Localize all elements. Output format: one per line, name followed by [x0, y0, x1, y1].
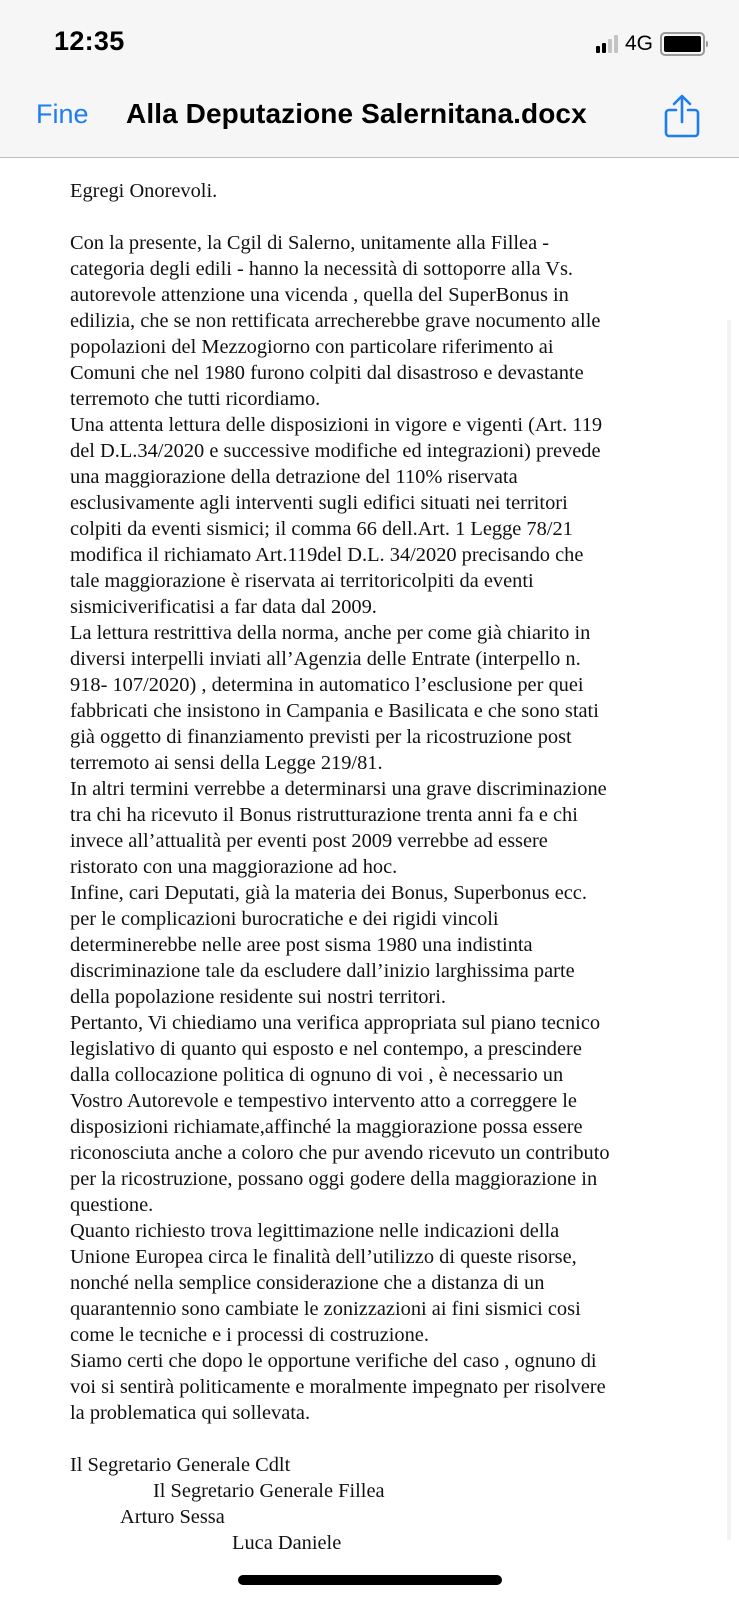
top-bar — [0, 0, 739, 158]
text-line: colpiti da eventi sismici; il comma 66 dell.Art. 1 Legge 78/21 — [70, 518, 573, 540]
text-line: In altri termini verrebbe a determinarsi una grave discriminazione — [70, 778, 607, 800]
text-line: discriminazione tale da escludere dall’inizio larghissima parte — [70, 960, 575, 982]
share-icon — [663, 94, 701, 138]
text-line: come le tecniche e i processi di costruzione. — [70, 1324, 429, 1346]
text-line: la problematica qui sollevata. — [70, 1402, 311, 1424]
cellular-signal-icon — [596, 35, 618, 53]
text-line: Con la presente, la Cgil di Salerno, unitamente alla Fillea - — [70, 232, 550, 254]
text-line: della popolazione residente sui nostri territori. — [70, 986, 446, 1008]
text-line: disposizioni richiamate,affinché la maggiorazione possa essere — [70, 1116, 583, 1138]
text-line: Infine, cari Deputati, già la materia dei Bonus, Superbonus ecc. — [70, 882, 587, 904]
text-line: esclusivamente agli interventi sugli edifici situati nei territori — [70, 492, 568, 514]
text-line: autorevole attenzione una vicenda , quella del SuperBonus in — [70, 284, 569, 306]
signature-title-cdlt: Il Segretario Generale Cdlt — [70, 1454, 291, 1476]
text-line: modifica il richiamato Art.119del D.L. 34/2020 precisando che — [70, 544, 584, 566]
signature-name-fillea: Luca Daniele — [232, 1532, 342, 1554]
text-line: quarantennio sono cambiate le zonizzazioni ai fini sismici cosi — [70, 1298, 581, 1320]
text-line: questione. — [70, 1194, 154, 1216]
text-line: Unione Europea circa le finalità dell’utilizzo di queste risorse, — [70, 1246, 577, 1268]
text-line: nonché nella semplice considerazione che a distanza di un — [70, 1272, 545, 1294]
signature-name-cdlt: Arturo Sessa — [120, 1506, 225, 1528]
text-line: Una attenta lettura delle disposizioni in vigore e vigenti (Art. 119 — [70, 414, 603, 436]
blank-line — [70, 204, 690, 230]
status-indicators — [596, 31, 708, 57]
text-line: dalla collocazione politica di ognuno di voi , è necessario un — [70, 1064, 564, 1086]
text-line: del D.L.34/2020 e successive modifiche ed integrazioni) prevede — [70, 440, 601, 462]
share-button[interactable] — [663, 94, 701, 138]
text-line: per le complicazioni burocratiche e dei rigidi vincoli — [70, 908, 499, 930]
text-line: per la ricostruzione, possano oggi godere della maggiorazione in — [70, 1168, 598, 1190]
document-title: Alla Deputazione Salernitana.docx — [126, 98, 587, 129]
text-line: determinerebbe nelle aree post sisma 1980 una indistinta — [70, 934, 533, 956]
text-line: terremoto ai sensi della Legge 219/81. — [70, 752, 383, 774]
text-line: fabbricati che insistono in Campania e Basilicata e che sono stati — [70, 700, 599, 722]
text-line: una maggiorazione della detrazione del 110% riservata — [70, 466, 518, 488]
text-line: tale maggiorazione è riservata ai territoricolpiti da eventi — [70, 570, 534, 592]
text-line: diversi interpelli inviati all’Agenzia delle Entrate (interpello n. — [70, 648, 581, 670]
text-line: voi si sentirà politicamente e moralmente impegnato per risolvere — [70, 1376, 606, 1398]
scrollbar[interactable] — [727, 320, 731, 1540]
text-line: La lettura restrittiva della norma, anche per come già chiarito in — [70, 622, 591, 644]
text-line: già oggetto di finanziamento previsti per la ricostruzione post — [70, 726, 572, 748]
text-line: legislativo di quanto qui esposto e nel contempo, a prescindere — [70, 1038, 582, 1060]
status-time: 12:35 — [54, 26, 125, 56]
document-body — [70, 178, 690, 1556]
blank-line — [70, 1426, 690, 1452]
letter-text — [70, 230, 690, 1426]
done-button[interactable]: Fine — [36, 99, 89, 129]
text-line: Vostro Autorevole e tempestivo intervento atto a correggere le — [70, 1090, 577, 1112]
text-line: riconosciuta anche a coloro che pur avendo ricevuto un contributo — [70, 1142, 610, 1164]
network-type: 4G — [624, 32, 653, 55]
text-line: ristorato con una maggiorazione ad hoc. — [70, 856, 398, 878]
text-line: tra chi ha ricevuto il Bonus ristrutturazione trenta anni fa e chi — [70, 804, 578, 826]
text-line: Comuni che nel 1980 furono colpiti dal disastroso e devastante — [70, 362, 584, 384]
text-line: Pertanto, Vi chiediamo una verifica appropriata sul piano tecnico — [70, 1012, 601, 1034]
text-line: 918- 107/2020) , determina in automatico l’esclusione per quei — [70, 674, 584, 696]
text-line: categoria degli edili - hanno la necessità di sottoporre alla Vs. — [70, 258, 573, 280]
text-line: popolazioni del Mezzogiorno con particolare riferimento ai — [70, 336, 554, 358]
text-line: Siamo certi che dopo le opportune verifiche del caso , ognuno di — [70, 1350, 597, 1372]
battery-icon — [660, 32, 708, 56]
text-line: invece all’attualità per eventi post 2009 verrebbe ad essere — [70, 830, 548, 852]
text-line: edilizia, che se non rettificata arrecherebbe grave nocumento alle — [70, 310, 601, 332]
text-line: terremoto che tutti ricordiamo. — [70, 388, 321, 410]
text-line: Quanto richiesto trova legittimazione nelle indicazioni della — [70, 1220, 560, 1242]
signature-title-fillea: Il Segretario Generale Fillea — [153, 1480, 385, 1502]
salutation: Egregi Onorevoli. — [70, 180, 218, 202]
text-line: sismiciverificatisi a far data dal 2009. — [70, 596, 377, 618]
home-indicator[interactable] — [238, 1575, 502, 1585]
